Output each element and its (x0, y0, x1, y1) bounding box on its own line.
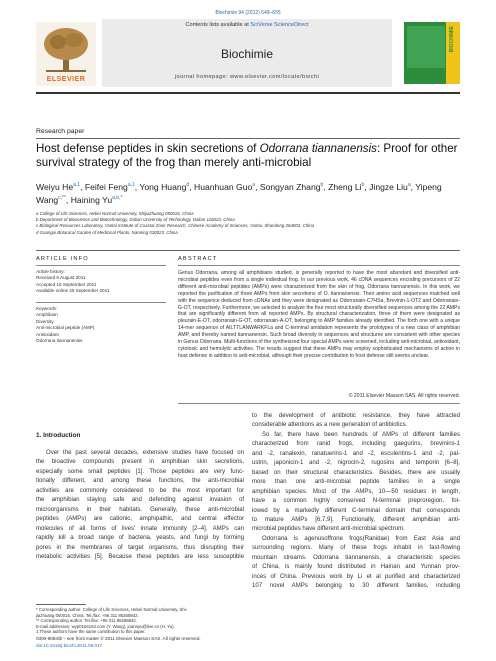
author-name[interactable]: Huanhuan Guo (193, 181, 253, 192)
keyword-item: Odorrana tiannanensis (36, 338, 83, 344)
author-affil-marker[interactable]: a (407, 182, 411, 188)
author-name[interactable]: Feifei Feng (84, 181, 128, 192)
article-title (36, 142, 460, 170)
cover-strip (446, 22, 460, 84)
elsevier-logo[interactable] (36, 22, 96, 86)
doi-link[interactable]: doi:10.1016/j.biochi.2011.09.017 (36, 643, 103, 648)
body-line: tionally different, and among these functions, the anti-microbial (36, 478, 244, 485)
author-name[interactable]: Jingze Liu (369, 181, 408, 192)
journal-name[interactable]: Biochimie (220, 47, 274, 61)
title-part2: : Proof for other survival strategy of the frog than merely anti-microbial (36, 142, 458, 169)
body-line: lowed by a markedly different C-terminal domain that corresponds (252, 507, 460, 514)
body-line: to the development of antibiotic resistance, they have attracted (252, 413, 460, 419)
abstract-copyright: © 2011 Elsevier Masson SAS. All rights reserved. (348, 393, 460, 399)
body-line: microorganisms in their habitats. Generally, these anti-microbial (36, 506, 244, 513)
body-line: ustrin, japonicin-1 and -2, nigrocin-2, rugosins and temporin [6–8], (252, 460, 460, 467)
body-line: rapidly kill a broad range of bacteria, yeasts, and fungi by forming (36, 535, 244, 542)
contents-text: Contents lists available at (185, 22, 249, 28)
affiliation: a College of Life Sciences, Hebei Normal University, Shijiazhuang 050016, China (36, 211, 194, 216)
body-line: have a common highly conserved N-terminal preproregion, fol- (252, 498, 460, 505)
sciverse-link[interactable]: SciVerse ScienceDirect (250, 22, 309, 28)
author-affil-marker[interactable]: a (252, 182, 256, 188)
body-line: to mature AMPs [6,7,9]. Functionally, different amphibian anti- (252, 516, 460, 523)
body-line: mountain streams. Odorrana tiannanensis, a characteristic species (252, 554, 460, 561)
title-species: Odorrana tiannanensis (259, 142, 377, 155)
footnote-line: jiazhuang 050016, China. Tel./fax: +86 311 86268842. (36, 612, 139, 618)
intro-heading: 1. Introduction (36, 432, 81, 439)
author-name[interactable]: Haining Yu (70, 194, 113, 205)
article-type: Research paper (36, 128, 85, 135)
author-affil-marker[interactable]: b (361, 182, 365, 188)
body-line: microbial peptides have different anti-microbial spectrum. (252, 526, 405, 533)
body-line: considerable attentions as a new generation of antibiotics. (252, 422, 408, 429)
author-list: Weiyu He$^{a,1}$, Feifei Feng$^{a,1}$, Yong Huang$^d$, Huanhuan Guo$^a$, Songyan Zhang$^b$, Zheng Li$^b$, Jingze Liu$^a$, Yipeng Wang$^{c,**}$, Haining $Yu^{a,b,*}$ (36, 181, 442, 205)
article-info-heading: ARTICLE INFO (36, 256, 89, 262)
history-list (36, 275, 166, 294)
article-info-rule (36, 265, 166, 266)
footnotes (36, 607, 244, 635)
body-line: and -2, ranalexin, ranatuerins-1 and -2, esculentins-1 and -2, pal- (252, 450, 460, 457)
intro-right-column (252, 412, 460, 592)
history-item: Available online 25 September 2011 (36, 288, 110, 294)
keywords-block (36, 306, 166, 344)
keywords-rule (36, 302, 166, 303)
author-affil-marker[interactable]: b (320, 182, 324, 188)
author-name[interactable]: Songyan Zhang (259, 181, 321, 192)
abstract-heading: ABSTRACT (178, 256, 218, 262)
elsevier-wordmark: ELSEVIER (46, 76, 86, 83)
footnote-line: E-mail addresses: wyp0164163.com (Y. Wang), joannyu@live.cn (H. Yu). (36, 623, 175, 629)
body-line: the bioactive compounds present in amphibian skin secretions, (36, 459, 244, 466)
body-line: molecules of all forms of lives' innate immunity [2–4]. AMPs can (36, 525, 244, 532)
issn-line: 0300-9084/$ – see front matter © 2011 Elsevier Masson SAS. All rights reserved. (36, 636, 201, 641)
keyword-item: Anti-microbial peptide (AMP) (36, 325, 95, 331)
header-rule (36, 92, 460, 94)
abstract-bottom-rule (178, 403, 460, 404)
keyword-list (36, 312, 166, 344)
author-name[interactable]: Weiyu He (36, 181, 74, 192)
keyword-item: Diversity (36, 318, 54, 324)
body-line: surrounding regions. Many of these frogs inhabit in fast-flowing (252, 545, 460, 552)
history-label: Article history: (36, 269, 65, 274)
abstract-text: Genus Odorrana, among all amphibians studied, is generally reported to have the most abundant and diversified anti-microbial peptides even from a single individual frog. In our previous work, 46 cDNA sequences encoding precursors of 22 different anti-microbial peptides (AMPs) were characterized from the skin of frog, Odorrana tiannanensis. In this work, we reported the purification of three AMPs from skin secretions of O. tiannanensis. Their amino acid sequences matched well with the sequence deduced from cDNAs and they were designated as Odorranain-C7HSa, Brevinin-1-OT2 and Odorranain-G-OT, respectively. Furthermore, we selected to analyze the four most structurally diversified sequences among the 22 AMPs that are significantly different from all reported AMPs. By structural characterization, three of them were designated as pleurain-E-OT, odorranain-G-OT, odorranain-A-OT, belonging to AMP families already identified. The forth one with a unique 14-mer sequence of AILTTLANWARKFLa and C-terminal amidation represents the prototypes of a new class of amphibian AMP, and thereby named tiannanensin. Such broad diversity in sequences and structures are consistent with other species in Genus Odorrana. Multi-functions of the synthesized four special AMPs were screened, including anti-microbial, antioxidant, cytotoxic and hemolytic activities. The results suggest that these AMPs may employ sophisticated mechanisms of action in host defense in addition to anti-microbial, although their precise contribution to host defense still seems unclear. (178, 270, 460, 359)
journal-homepage[interactable]: journal homepage: www.elsevier.com/locate/biochi (174, 74, 320, 80)
intro-left-column (36, 449, 244, 562)
body-line: metabolic activities [5]. Because these peptides are less susceptible (36, 553, 244, 560)
body-line: So far, there have been hundreds of AMPs of different families (262, 431, 460, 438)
author-affil-marker[interactable]: a,1 (73, 182, 81, 188)
keyword-item: Antioxidant (36, 331, 59, 337)
affiliation: c Biological Resources Laboratory, Yantai Institute of Coastal Zone Research, Chinese Academy of Sciences, Yantai, Shandong 264003, China (36, 223, 315, 229)
author-affil-marker[interactable]: a,b,* (112, 194, 123, 201)
body-line: of China, is mainly found distributed in Hainan and Yunnan prov- (252, 564, 460, 571)
body-line: 107 novel AMPs belonging to 30 different families, including (252, 583, 460, 590)
contents-line (102, 22, 392, 28)
body-line: activities are commonly considered to be the most important for (36, 487, 244, 494)
keyword-item: Amphibian (36, 312, 58, 318)
title-part1: Host defense peptides in skin secretions of (36, 142, 260, 155)
author-affil-marker[interactable]: a,1 (127, 182, 135, 188)
body-line: peptides (AMPs) are cationic, amphipathic, and central effector (36, 516, 244, 523)
journal-header-box (102, 19, 392, 87)
keywords-label: Keywords: (36, 306, 58, 311)
author-name[interactable]: Yipeng Wang (36, 181, 442, 205)
body-line: characterized from ranid frogs, including gaegurins, brevinins-1 (252, 441, 460, 448)
author-affil-marker[interactable]: d (186, 182, 190, 188)
author-name[interactable]: Zheng Li (328, 181, 362, 192)
cover-image (407, 26, 445, 68)
history-item: Accepted 16 September 2011 (36, 281, 97, 287)
type-rule (36, 138, 460, 139)
body-line: pores in the membranes of target organisms, thus disrupting their (36, 544, 244, 551)
footnote-line: ** Corresponding author. Tel./fax: +86 311 86268842. (36, 618, 138, 624)
info-top-rule (36, 250, 460, 251)
affiliation: d Guangxi Botanical Garden of Medicinal Plants, Nanning 530023, China (36, 229, 178, 235)
body-line: amphibian species. Most of the AMPs, 10—50 residues in length, (252, 488, 460, 495)
history-item: Received 6 August 2011 (36, 275, 86, 281)
author-name[interactable]: Yong Huang (139, 181, 187, 192)
body-line: based on their structural characteristics. Besides, there are usually (252, 469, 460, 476)
footnote-rule (36, 604, 86, 605)
body-line: inces of China. Previous work by Li et al purified and characterized (252, 573, 460, 580)
footnote-line: * Corresponding author. College of Life Sciences, Hebei Normal University, Shi- (36, 607, 188, 612)
affiliation: b Department of Bioscience and Biotechnology, Dalian University of Technology, Dalian 116023, China (36, 217, 235, 223)
journal-citation[interactable]: Biochimie 94 (2012) 649–655 (215, 10, 281, 16)
body-line: the amphibian staying safe and defending against invasion of (36, 497, 244, 504)
author-affil-marker[interactable]: c,** (58, 194, 66, 201)
body-line: Odorrana is agenusoffrone frogs(Ranidae) from East Asia and (262, 535, 460, 542)
body-line: Over the past several decades, extensive studies have focused on (46, 450, 244, 456)
body-line: more than one anti-microbial peptide families in a single (252, 479, 460, 486)
body-line: especially some small peptides [1]. Those peptides are very func- (36, 468, 244, 475)
footnote-line: 1 These authors have the same contribution to this paper. (36, 629, 146, 635)
article-history (36, 269, 166, 295)
cover-title: BIOCHIMIE (449, 26, 455, 53)
abstract-rule (178, 265, 460, 266)
